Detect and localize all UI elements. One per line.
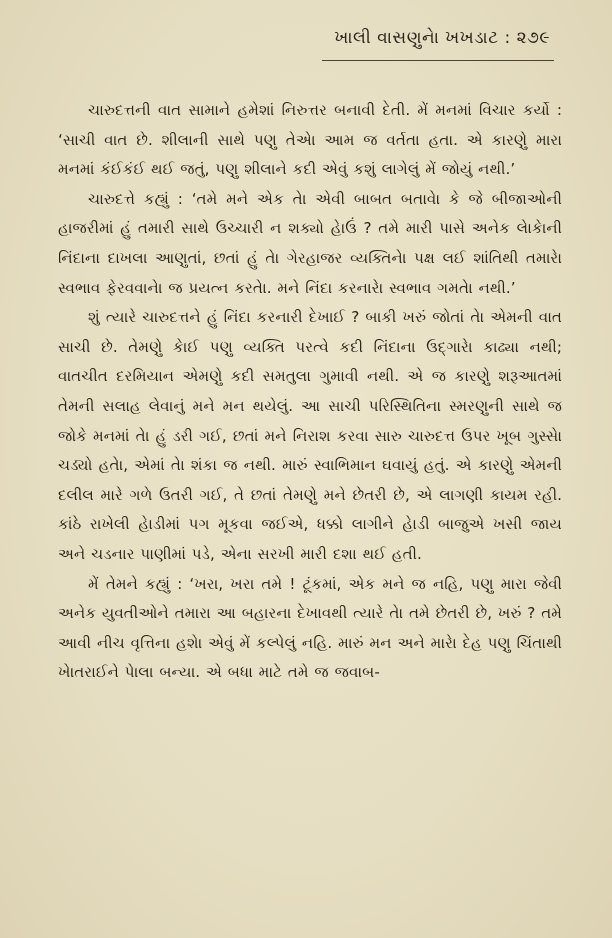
paragraph-4: મેં તેમને કહ્યું : ‘ખરા, ખરા તમે ! ટૂંકમાં, એક મને જ નહિ, પણુ મારા જેવી અનેક યુવતીઓને તમારા આ બહારના દેખાવથી ત્યારે તેા તમે છેતરી છે, ખરું ? તમે આવી નીચ વૃત્તિના હશેા એવું મેં કલ્પેલું નહિ. મારું મન અને મારેા દેહ પણુ ચિંતાથી ખેાતરાઈને પેાલા બન્યા. એ બધા માટે તમે જ જવાબ- (58, 574, 562, 682)
paragraph-3: શું ત્યારે ચારુદત્તને હું નિંદા કરનારી દેખાઈ ? બાકી ખરું જોતાં તેા એમની વાત સાચી છે. તેમણુે કેાઈ પણુ વ્યક્તિ પરત્વે કદી નિંદાના ઉદ્‌ગારેા કાઢ્યા નથી; વાતચીત દરમિયાન એમણુે કદી સમતુલા ગુમાવી નથી. એ જ કારણુે શરૂઆતમાં તેમની સલાહ લેવાનું મને મન થયેલું. આ સાચી પરિસ્થિતિના સ્મરણુની સાથે જ જોકે મનમાં તેા હું ડરી ગઈ, છતાં મને નિરાશ કરવા સારુ ચારુદત્ત ઉપર ખૂબ ગુસ્સેા ચડ્યો હતેા, એમાં તેા શંકા જ નથી. મારું સ્વાભિમાન ઘવાયું હતું. એ કારણુે એમની દલીલ મારે ગળે ઉતરી ગઈ, તે છતાં તેમણુે મને છેતરી છે, એ લાગણી કાયમ રહી. કાંઠે રાખેલી હેાડીમાં પગ મૂકવા જઈએ, ધક્કો લાગીને હેાડી બાજુએ ખસી જાય અને ચડનાર પાણીમાં પડે, એના સરખી મારી દશા થઈ હતી. (58, 308, 562, 563)
running-header: ખાલી વાસણુનેા ખખડાટ : ૨૭૯ (334, 28, 550, 48)
paragraph-2: ચારુદત્તે કહ્યું : ‘તમે મને એક તેા એવી બાબત બતાવેા કે જે બીજાઓની હાજરીમાં હું તમારી સાથે ઉચ્ચારી ન શક્યો હેાઉં ? તમે મારી પાસે અનેક લેાકેાની નિંદાના દાખલા આણુતાં, છતાં હું તેા ગેરહાજર વ્યક્તિનેા પક્ષ લઈ શાંતિથી તમારેા સ્વભાવ ફેરવવાનેા જ પ્રયત્ન કરતેા. મને નિંદા કરનારેા સ્વભાવ ગમતેા નથી.’ (58, 189, 562, 297)
body-text (58, 96, 562, 688)
paragraph-1: ચારુદત્તની વાત સામાને હમેશાં નિરુત્તર બનાવી દેતી. મેં મનમાં વિચાર કર્યો : ‘સાચી વાત છે. શીલાની સાથે પણુ તેએા આમ જ વર્તતા હતા. એ કારણુે મારા મનમાં કંઈકંઈ થઈ જતું, પણુ શીલાને કદી એવું કશું લાગેલું મેં જોયું નથી.’ (58, 101, 562, 179)
header-rule (322, 60, 554, 61)
